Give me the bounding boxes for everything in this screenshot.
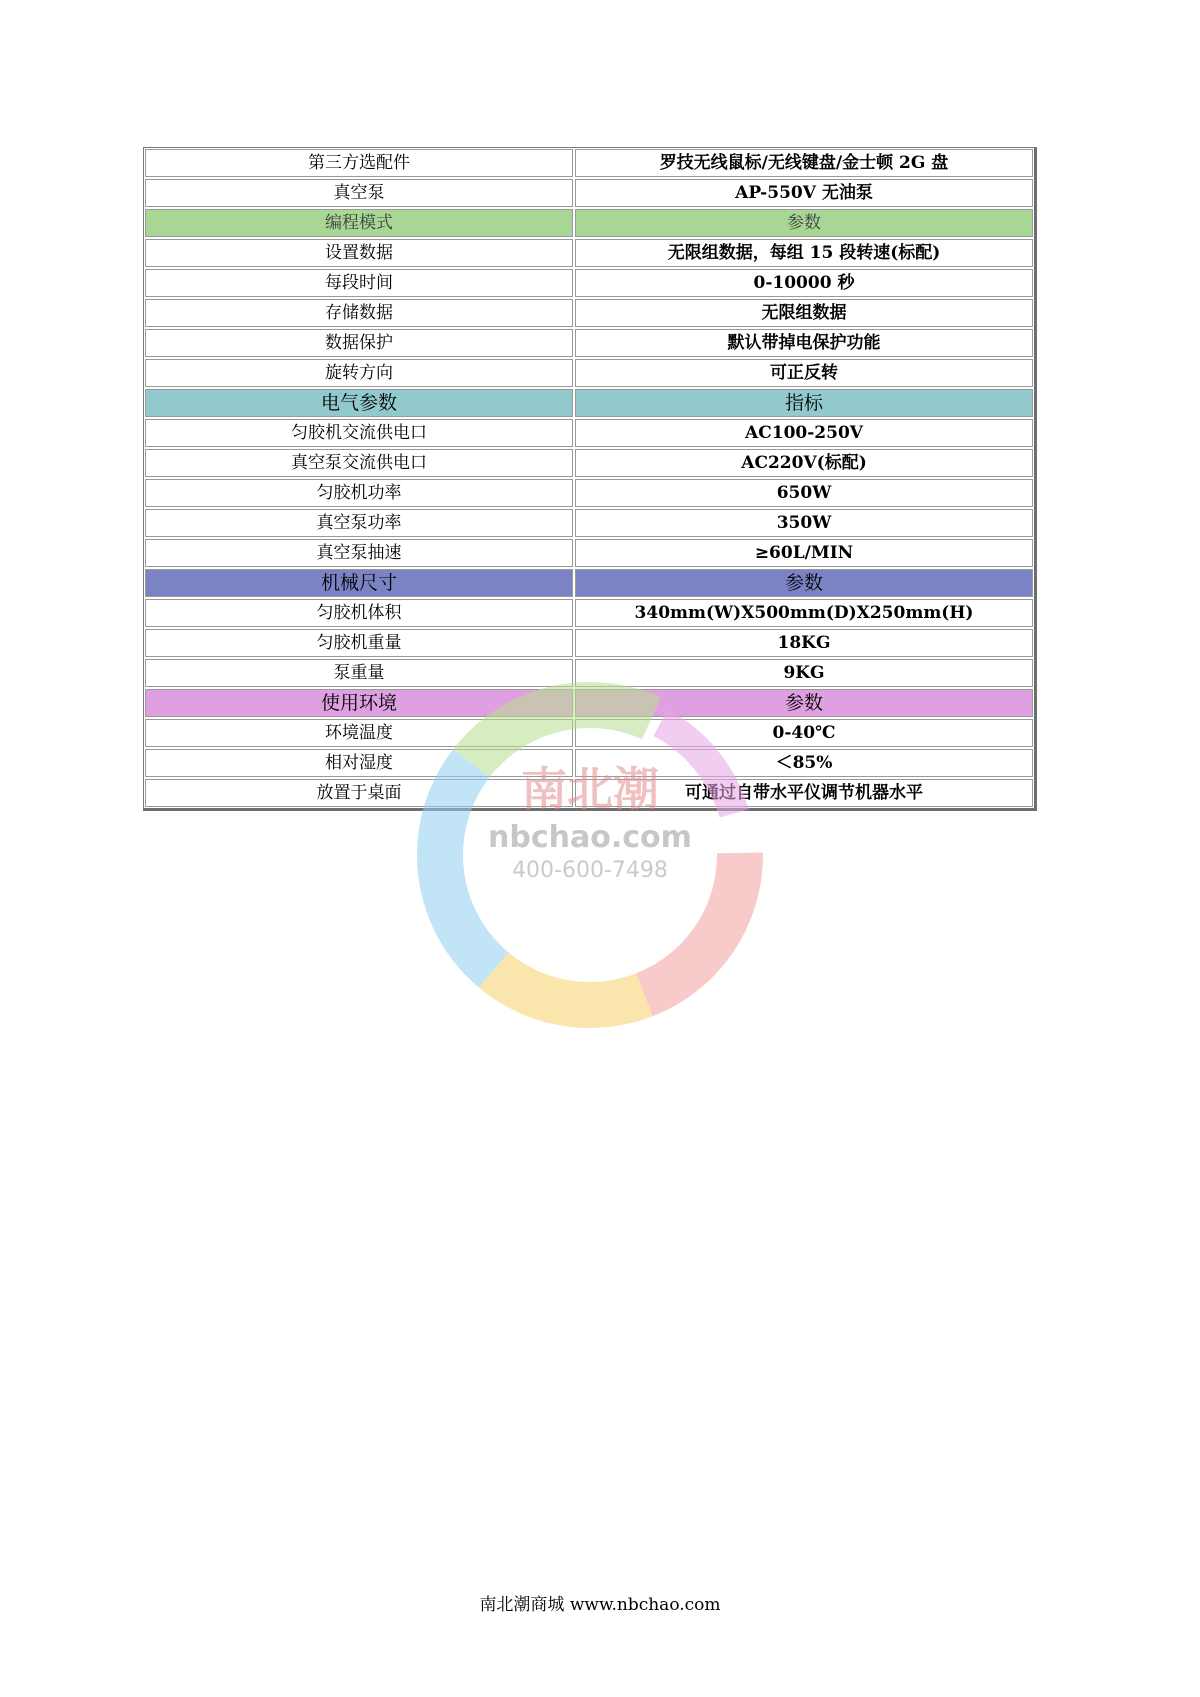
section-header-row (144, 388, 1034, 418)
table-row (144, 748, 1034, 778)
spec-label: 相对湿度 (145, 749, 573, 777)
table-row (144, 538, 1034, 568)
table-row (144, 358, 1034, 388)
table-row (144, 478, 1034, 508)
watermark-phone: 400-600-7498 (512, 858, 668, 883)
table-row (144, 328, 1034, 358)
table-row (144, 448, 1034, 478)
spec-label: 真空泵交流供电口 (145, 449, 573, 477)
spec-value: AC100-250V (575, 419, 1033, 447)
spec-label: 真空泵 (145, 179, 573, 207)
section-title: 编程模式 (145, 209, 573, 237)
spec-value: 0-10000 秒 (575, 269, 1033, 297)
watermark-brand: 南北潮 (521, 762, 659, 816)
spec-value: 可正反转 (575, 359, 1033, 387)
spec-label: 真空泵功率 (145, 509, 573, 537)
spec-label: 存储数据 (145, 299, 573, 327)
table-row (144, 658, 1034, 688)
section-column-title: 参数 (575, 689, 1033, 717)
spec-label: 设置数据 (145, 239, 573, 267)
spec-value: 默认带掉电保护功能 (575, 329, 1033, 357)
spec-value: 无限组数据，每组 15 段转速(标配) (575, 239, 1033, 267)
spec-label: 数据保护 (145, 329, 573, 357)
section-column-title: 指标 (575, 389, 1033, 417)
table-row (144, 508, 1034, 538)
spec-label: 匀胶机体积 (145, 599, 573, 627)
spec-label: 真空泵抽速 (145, 539, 573, 567)
table-row (144, 628, 1034, 658)
spec-value: 9KG (575, 659, 1033, 687)
spec-label: 放置于桌面 (145, 779, 573, 807)
spec-value: ≥60L/MIN (575, 539, 1033, 567)
spec-value: ＜85% (575, 749, 1033, 777)
table-row (144, 238, 1034, 268)
section-header-row (144, 568, 1034, 598)
spec-label: 每段时间 (145, 269, 573, 297)
table-row (144, 178, 1034, 208)
section-column-title: 参数 (575, 209, 1033, 237)
spec-label: 匀胶机功率 (145, 479, 573, 507)
spec-value: 650W (575, 479, 1033, 507)
spec-value: 350W (575, 509, 1033, 537)
table-row (144, 778, 1034, 808)
table-row (144, 598, 1034, 628)
spec-label: 泵重量 (145, 659, 573, 687)
section-column-title: 参数 (575, 569, 1033, 597)
table-row (144, 268, 1034, 298)
table-row (144, 298, 1034, 328)
spec-value: 罗技无线鼠标/无线键盘/金士顿 2G 盘 (575, 149, 1033, 177)
page-footer: 南北潮商城 www.nbchao.com (479, 1595, 721, 1615)
table-row (144, 148, 1034, 178)
spec-value: 340mm(W)X500mm(D)X250mm(H) (575, 599, 1033, 627)
watermark-domain: nbchao.com (488, 820, 692, 855)
section-title: 使用环境 (145, 689, 573, 717)
spec-value: AC220V(标配) (575, 449, 1033, 477)
section-title: 电气参数 (145, 389, 573, 417)
section-header-row (144, 208, 1034, 238)
spec-label: 第三方选配件 (145, 149, 573, 177)
spec-label: 匀胶机交流供电口 (145, 419, 573, 447)
spec-label: 匀胶机重量 (145, 629, 573, 657)
section-header-row (144, 688, 1034, 718)
table-row (144, 418, 1034, 448)
spec-value: 无限组数据 (575, 299, 1033, 327)
spec-table (143, 147, 1037, 811)
table-row (144, 718, 1034, 748)
spec-label: 旋转方向 (145, 359, 573, 387)
spec-label: 环境温度 (145, 719, 573, 747)
spec-value: 0-40℃ (575, 719, 1033, 747)
section-title: 机械尺寸 (145, 569, 573, 597)
spec-value: AP-550V 无油泵 (575, 179, 1033, 207)
spec-value: 可通过自带水平仪调节机器水平 (575, 779, 1033, 807)
spec-value: 18KG (575, 629, 1033, 657)
